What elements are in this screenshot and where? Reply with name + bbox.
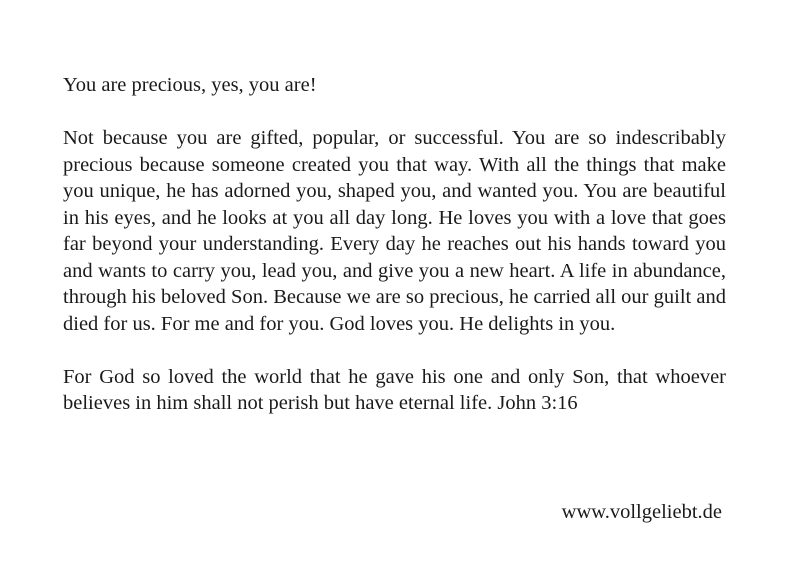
heading: You are precious, yes, you are!: [63, 74, 317, 96]
bible-verse: For God so loved the world that he gave his one and only Son, that whoever believes in him shall not perish but have eternal life. John 3:16: [63, 365, 726, 414]
website-url: www.vollgeliebt.de: [561, 501, 722, 523]
text-card: [63, 72, 726, 417]
body-paragraph: Not because you are gifted, popular, or successful. You are so indescribably precious because someone created you that way. With all the things that make you unique, he has adorned you, shaped you, and wanted you. You are beautiful in his eyes, and he looks at you all day long. He loves you with a love that goes far beyond your understanding. Every day he reaches out his hands toward you and wants to carry you, lead you, and give you a new heart. A life in abundance, through his beloved Son. Because we are so precious, he carried all our guilt and died for us. For me and for you. God loves you. He delights in you.: [63, 127, 726, 335]
